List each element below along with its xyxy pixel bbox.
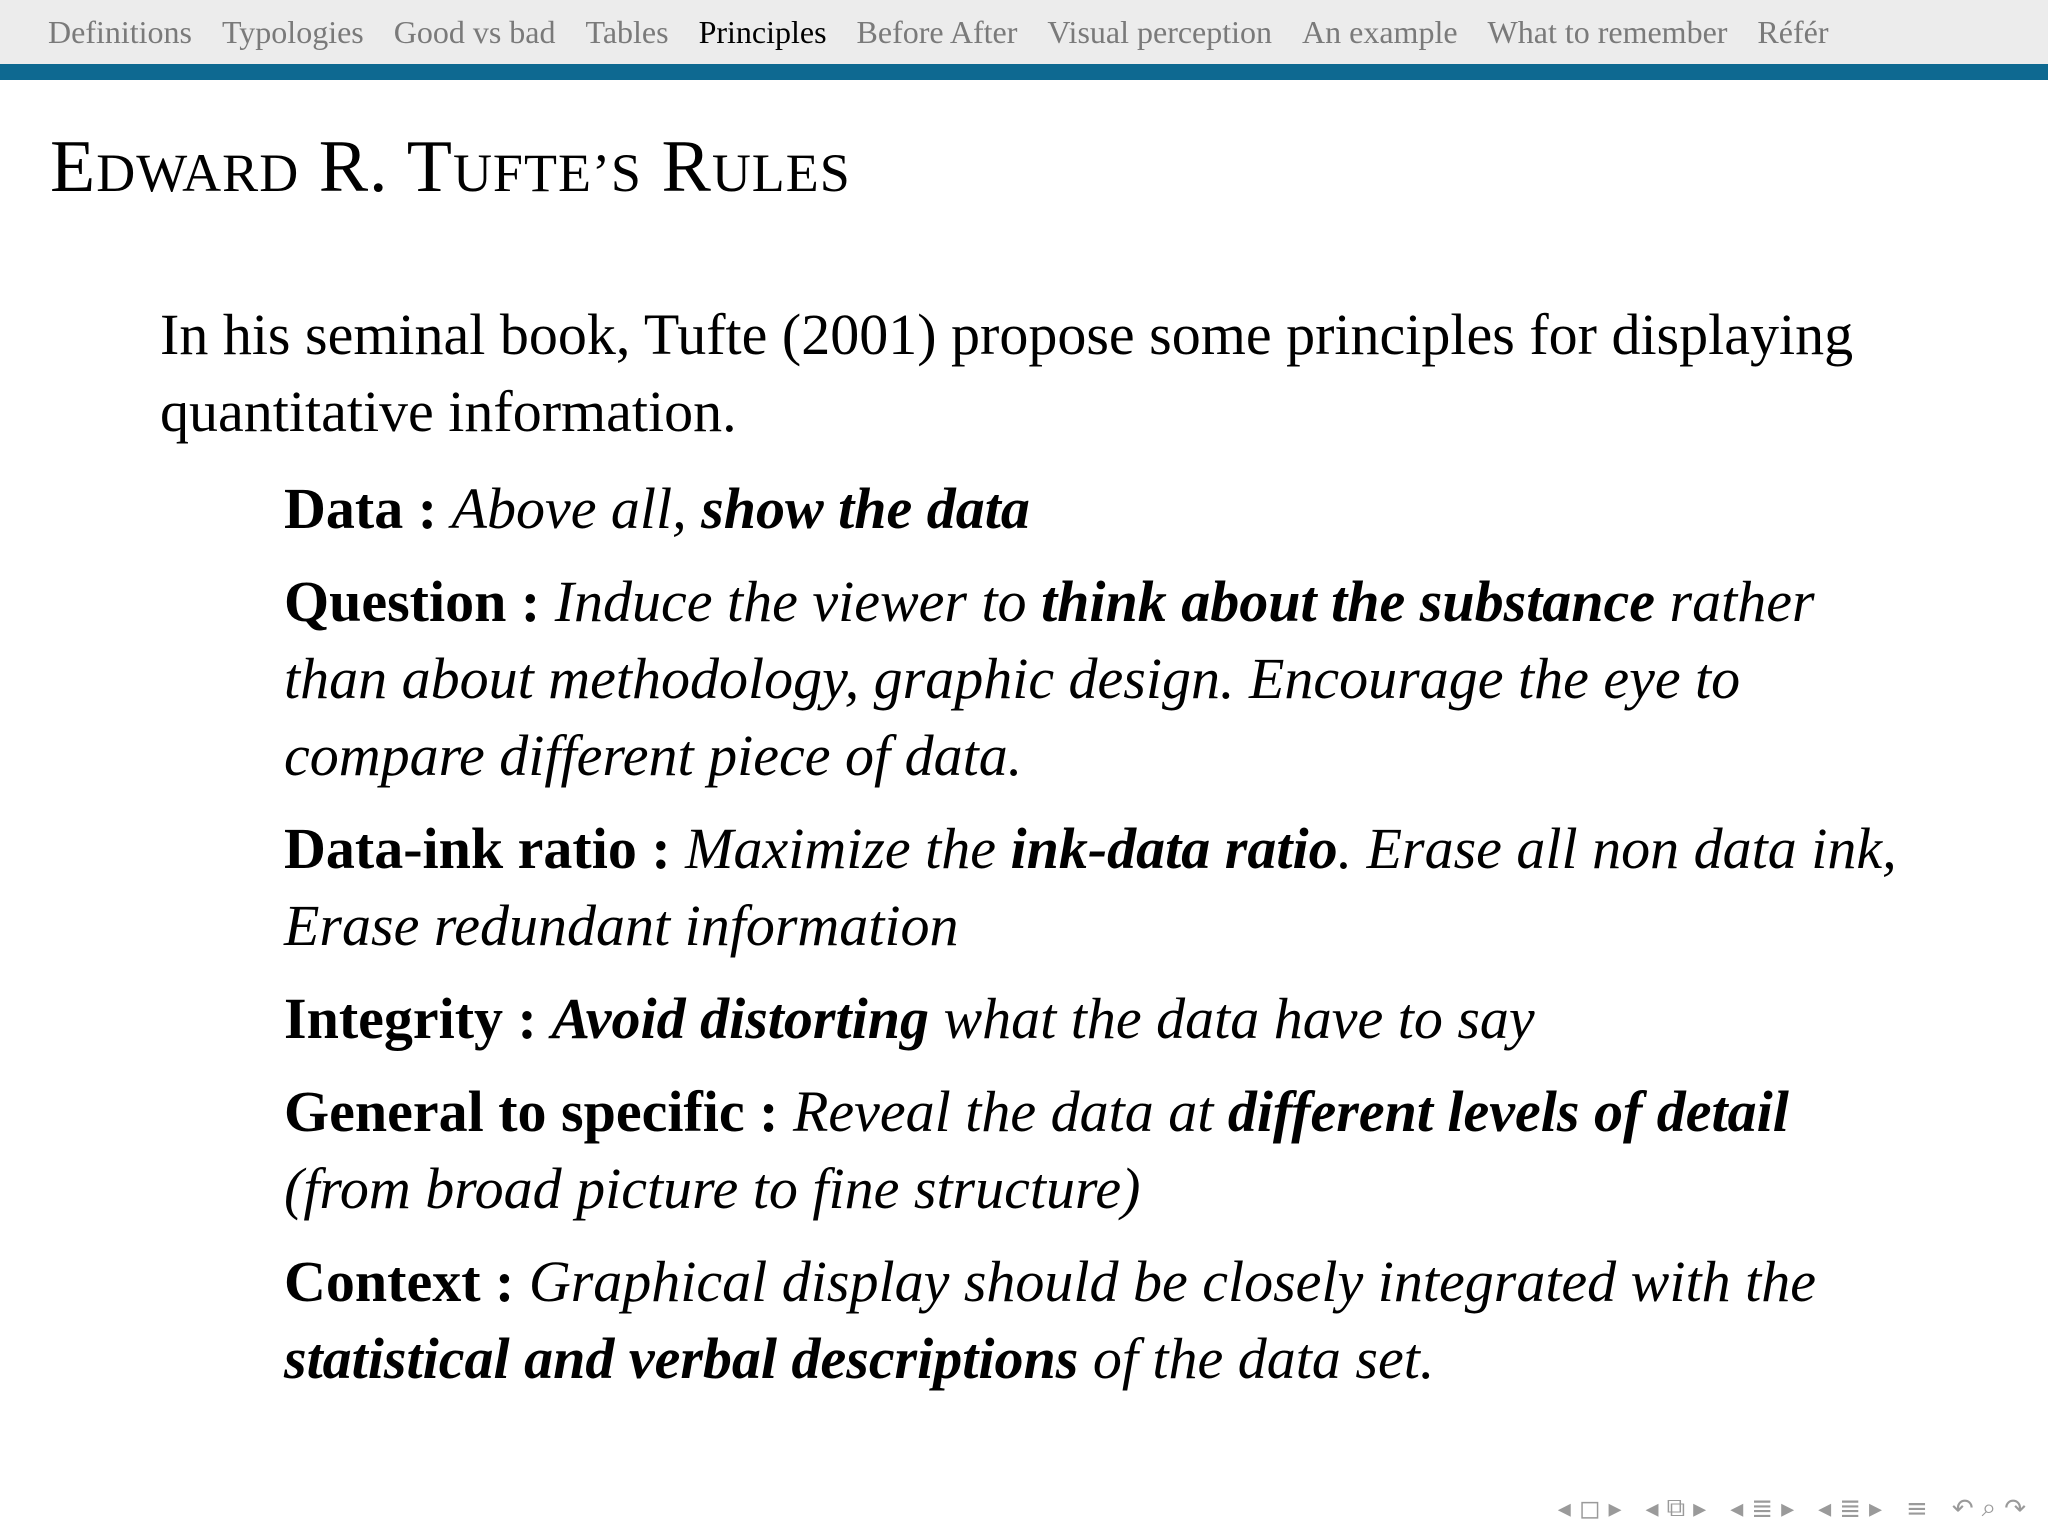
principle-general-to-specific (284, 1073, 1924, 1227)
description-emphasis: show the data (701, 476, 1030, 541)
description-text: (from broad picture to fine structure) (284, 1156, 1141, 1221)
principle-question (284, 563, 1924, 794)
section-navigation-bar (0, 0, 2048, 64)
description-text: of the data set. (1078, 1326, 1435, 1391)
description-text: Reveal the data at (792, 1079, 1228, 1144)
section-icon[interactable]: ⧉ (1666, 1493, 1686, 1523)
description-text: rather than about methodology, graphic design. Encourage the eye to compare different piece of data. (284, 569, 1815, 788)
frame-icon[interactable]: ◻ (1578, 1493, 1601, 1524)
forward-icon[interactable]: ↷ (2004, 1493, 2026, 1524)
nav-item-an-example[interactable]: An example (1302, 14, 1458, 50)
title-word-tufte-rest: UFTE’S (452, 143, 642, 203)
document-icon[interactable]: ≡ (1906, 1493, 1928, 1524)
principle-context (284, 1243, 1924, 1397)
prev-section-icon[interactable]: ◂ (1645, 1493, 1659, 1524)
title-initial-r: R. (299, 126, 407, 208)
subsection-icon[interactable]: ≣ (1751, 1493, 1774, 1524)
principle-term: Data-ink ratio : (284, 816, 671, 881)
title-word-rules-rest: ULES (711, 143, 851, 203)
prev-subsection-icon[interactable]: ◂ (1730, 1493, 1744, 1524)
description-text: . Erase all non data ink, Erase redundant information (284, 816, 1897, 958)
header-rule (0, 64, 2048, 80)
principles-list (284, 470, 1924, 1413)
nav-item-references[interactable]: Référ (1757, 14, 1829, 50)
principle-term: Integrity : (284, 986, 537, 1051)
title-word-edward-rest: DWARD (96, 143, 300, 203)
back-icon[interactable]: ↶ (1951, 1493, 1974, 1524)
principle-description (284, 1249, 1816, 1391)
title-initial-e: E (50, 126, 97, 208)
description-emphasis: ink-data ratio (1010, 816, 1338, 881)
principle-data (284, 470, 1924, 547)
description-text: what the data have to say (928, 986, 1535, 1051)
principle-term: Question : (284, 569, 541, 634)
nav-item-before-after[interactable]: Before After (856, 14, 1018, 50)
principle-term: General to specific : (284, 1079, 779, 1144)
title-initial-t: T (406, 126, 453, 208)
history-nav-group (1952, 1493, 2026, 1524)
prev-frame-icon[interactable]: ◂ (1557, 1493, 1571, 1524)
nav-item-tables[interactable]: Tables (585, 14, 669, 50)
intro-paragraph: In his seminal book, Tufte (2001) propose some principles for displaying quantitative information. (160, 302, 1854, 444)
description-emphasis: Avoid distorting (551, 986, 929, 1051)
frame-nav-group (1558, 1494, 1622, 1524)
document-nav-group (1906, 1494, 1928, 1524)
nav-item-definitions[interactable]: Definitions (48, 14, 192, 50)
next-subsection-icon[interactable]: ▸ (1781, 1493, 1795, 1524)
principle-integrity (284, 980, 1924, 1057)
nav-item-principles[interactable]: Principles (698, 14, 827, 50)
description-text: Maximize the (685, 816, 1011, 881)
nav-item-typologies[interactable]: Typologies (221, 14, 364, 50)
next-frame-icon[interactable]: ▸ (1608, 1493, 1622, 1524)
section-nav-group (1646, 1493, 1707, 1524)
principle-description (452, 476, 1030, 541)
next-section-icon[interactable]: ▸ (1693, 1493, 1707, 1524)
next-subsubsection-icon[interactable]: ▸ (1868, 1493, 1883, 1524)
beamer-navigation-controls (1558, 1493, 2026, 1524)
title-initial-rules: R (641, 126, 712, 208)
description-text: Above all, (451, 476, 702, 541)
search-icon[interactable]: ⌕ (1981, 1493, 1997, 1523)
description-emphasis: different levels of detail (1227, 1079, 1789, 1144)
principle-term: Context : (284, 1249, 515, 1314)
description-text: Induce the viewer to (554, 569, 1042, 634)
frame-title (50, 126, 851, 208)
nav-item-visual-perception[interactable]: Visual perception (1047, 14, 1273, 50)
nav-item-good-vs-bad[interactable]: Good vs bad (393, 14, 556, 50)
principle-description (551, 986, 1534, 1051)
subsubsection-icon[interactable]: ≣ (1839, 1493, 1861, 1524)
description-text: Graphical display should be closely integrated with the (528, 1249, 1816, 1314)
description-emphasis: think about the substance (1041, 569, 1656, 634)
description-emphasis: statistical and verbal descriptions (284, 1326, 1079, 1391)
nav-item-what-to-remember[interactable]: What to remember (1487, 14, 1728, 50)
prev-subsubsection-icon[interactable]: ◂ (1818, 1493, 1832, 1524)
subsection-nav-group (1730, 1494, 1794, 1524)
principle-data-ink-ratio (284, 810, 1924, 964)
subsubsection-nav-group (1818, 1494, 1882, 1524)
principle-term: Data : (284, 476, 438, 541)
